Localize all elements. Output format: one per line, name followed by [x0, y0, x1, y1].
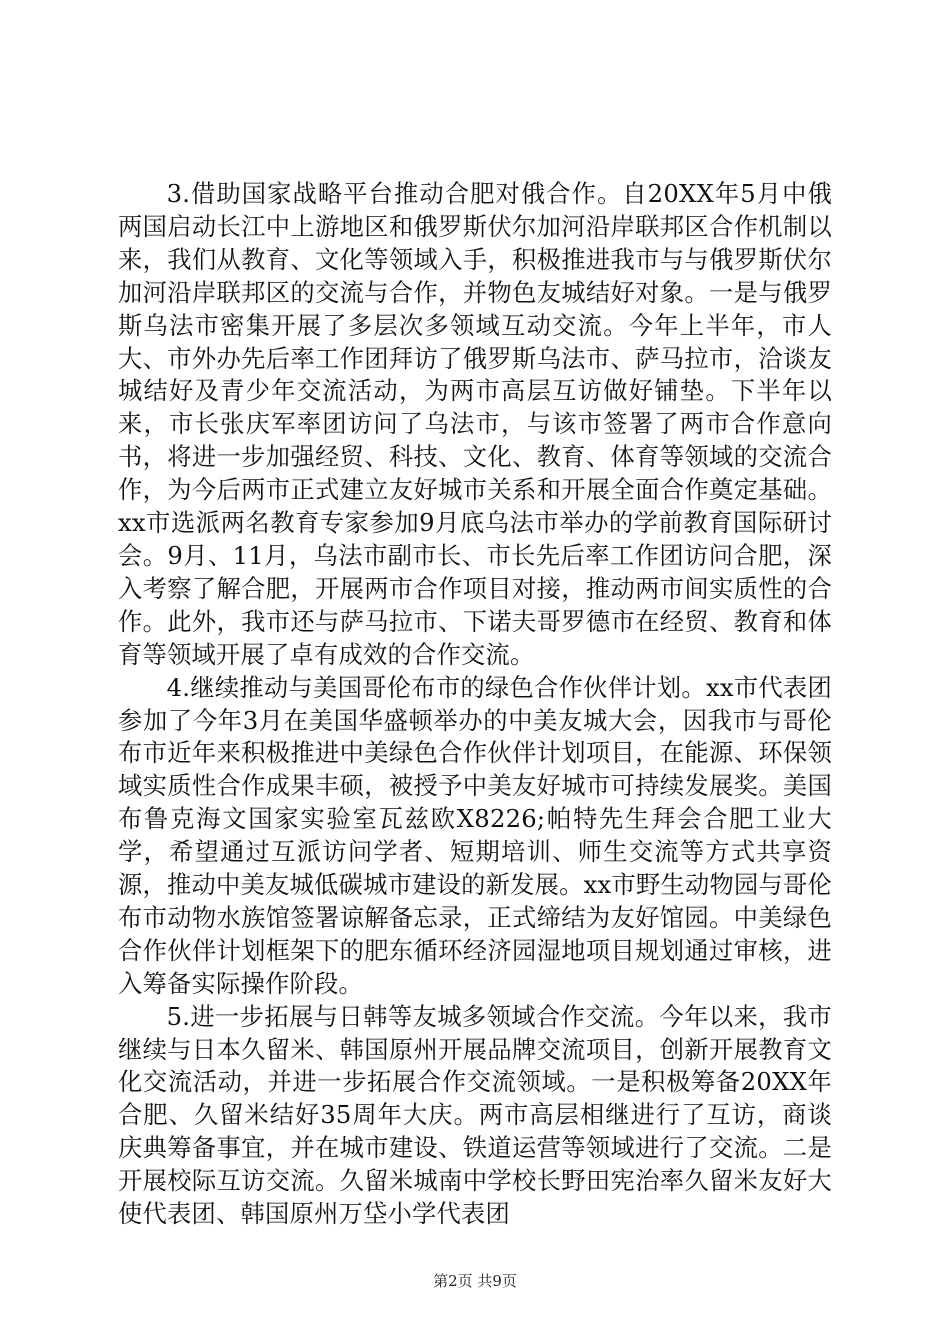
paragraph-japan-korea-exchange: 5.进一步拓展与日韩等友城多领域合作交流。今年以来，我市继续与日本久留米、韩国原州开展品牌交流项目，创新开展教育文化交流活动，并进一步拓展合作交流领域。一是积极筹备20XX年合肥、久留米结好35周年大庆。两市高层相继进行了互访，商谈庆典筹备事宜，并在城市建设、铁道运营等领域进行了交流。二是开展校际互访交流。久留米城南中学校长野田宪治率久留米友好大使代表团、韩国原州万垈小学代表团 [118, 1001, 832, 1229]
page-number-footer: 第2页 共9页 [433, 1272, 517, 1290]
paragraph-russia-cooperation: 3.借助国家战略平台推动合肥对俄合作。自20XX年5月中俄两国启动长江中上游地区和俄罗斯伏尔加河沿岸联邦区合作机制以来，我们从教育、文化等领域入手，积极推进我市与与俄罗斯伏尔加河沿岸联邦区的交流与合作，并物色友城结好对象。一是与俄罗斯乌法市密集开展了多层次多领域互动交流。今年上半年，市人大、市外办先后率工作团拜访了俄罗斯乌法市、萨马拉市，洽谈友城结好及青少年交流活动，为两市高层互访做好铺垫。下半年以来，市长张庆军率团访问了乌法市，与该市签署了两市合作意向书，将进一步加强经贸、科技、文化、教育、体育等领域的交流合作，为今后两市正式建立友好城市关系和开展全面合作奠定基础。xx市选派两名教育专家参加9月底乌法市举办的学前教育国际研讨会。9月、11月，乌法市副市长、市长先后率工作团访问合肥，深入考察了解合肥，开展两市合作项目对接，推动两市间实质性的合作。此外，我市还与萨马拉市、下诺夫哥罗德市在经贸、教育和体育等领域开展了卓有成效的合作交流。 [118, 179, 832, 669]
paragraph-columbus-partnership: 4.继续推动与美国哥伦布市的绿色合作伙伴计划。xx市代表团参加了今年3月在美国华盛顿举办的中美友城大会，因我市与哥伦布市近年来积极推进中美绿色合作伙伴计划项目，在能源、环保领域实质性合作成果丰硕，被授予中美友好城市可持续发展奖。美国布鲁克海文国家实验室瓦兹欧X8226;帕特先生拜会合肥工业大学，希望通过互派访问学者、短期培训、师生交流等方式共享资源，推动中美友城低碳城市建设的新发展。xx市野生动物园与哥伦布市动物水族馆签署谅解备忘录，正式缔结为友好馆园。中美绿色合作伙伴计划框架下的肥东循环经济园湿地项目规划通过审核，进入筹备实际操作阶段。 [118, 672, 832, 998]
document-body [118, 178, 832, 1231]
